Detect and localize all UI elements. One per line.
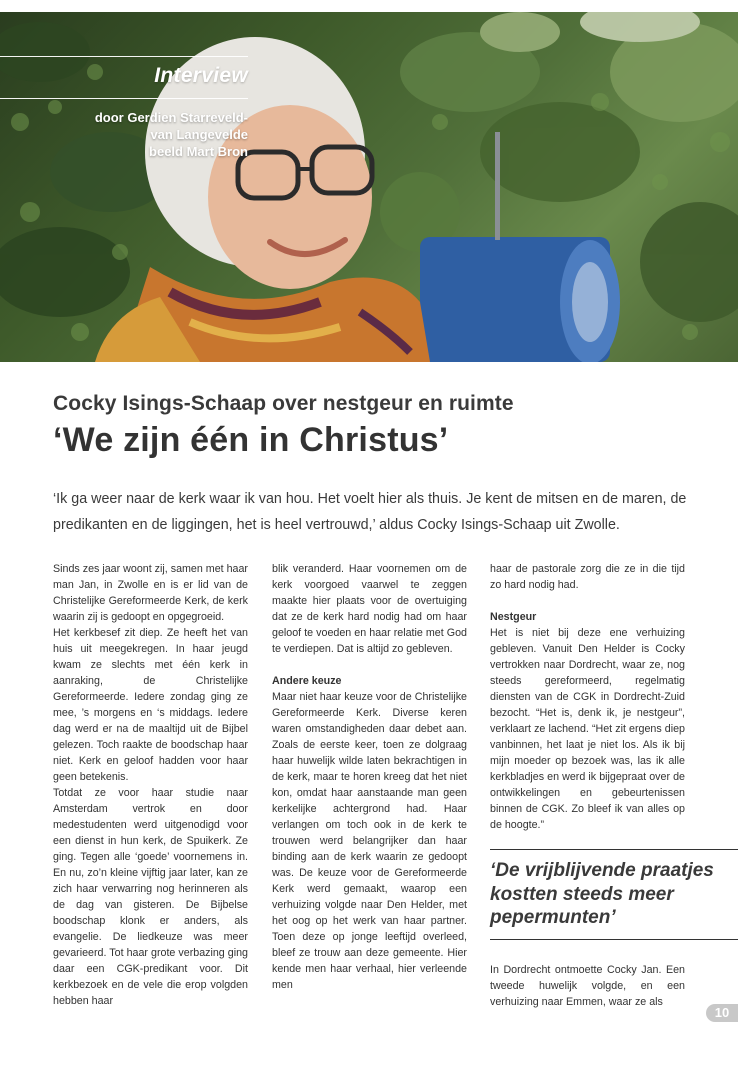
article-subtitle: Cocky Isings-Schaap over nestgeur en ruimte xyxy=(53,392,514,415)
paragraph-spacer xyxy=(490,593,685,609)
paragraph: Het is niet bij deze ene verhuizing gebleven. Vanuit Den Helder is Cocky vertrokken naar Dordrecht, waar ze, nog steeds gereformeerd, regelmatig diensten van de CGK in Dordrecht-Zuid bezocht. “Het is, denk ik, je nestgeur”, verklaart ze lachend. “Het zit ergens diep vanbinnen, het laat je niet los. Als ik bij mijn moeder op bezoek was, las ik alle kerkbladjes en werd ik bijgepraat over de ontwikkelingen en gebeurtenissen binnen de CGK. Zo bleef ik van alles op de hoogte.” xyxy=(490,627,685,831)
article-title: ‘We zijn één in Christus’ xyxy=(53,421,449,459)
paragraph: Het kerkbesef zit diep. Ze heeft het van huis uit meegekregen. In haar jeugd kwam ze slechts met één kerk in aanraking, de Christelijke Gereformeerde. Iedere zondag ging ze mee, ’s morgens en ‘s middags. Iedere dag werd er na de maaltijd uit de Bijbel gelezen. Toch raakte de boodschap haar niet. Kerk en geloof hadden voor haar geen betekenis. xyxy=(53,627,248,783)
byline-author-line-1: door Gerdien Starreveld- xyxy=(94,110,248,125)
column-3-continued xyxy=(490,962,685,1010)
byline-photo-credit: beeld Mart Bron xyxy=(149,144,248,159)
column-1 xyxy=(53,561,248,1009)
byline-author-line-2: van Langevelde xyxy=(150,127,248,142)
paragraph: haar de pastorale zorg die ze in die tijd zo hard nodig had. xyxy=(490,563,685,591)
byline xyxy=(95,109,248,160)
pull-quote xyxy=(490,849,738,940)
paragraph: Totdat ze voor haar studie naar Amsterdam vertrok en door medestudenten werd uitgenodigd voor een dienst in hun kerk, de Spuikerk. Ze ging. Tegen alle ‘goede’ voornemens in. En nu, zo’n kleine vijftig jaar later, kan ze zich haar verwarring nog herinneren als de dag van gisteren. De Bijbelse boodschap klonk er anders, als evangelie. De liedkeuze was meer gevarieerd. Tot haar grote verbazing ging daar een CGK-predikant voor. Dit kerkbezoek en de vele die erop volgden hebben haar xyxy=(53,787,248,1007)
header-rule-bottom xyxy=(0,98,248,99)
section-heading-nestgeur: Nestgeur xyxy=(490,611,537,623)
column-3 xyxy=(490,561,685,833)
article-intro: ‘Ik ga weer naar de kerk waar ik van hou. Het voelt hier als thuis. Je kent de mitsen en de maren, de predikanten en de liggingen, het is heel vertrouwd,’ aldus Cocky Isings-Schaap uit Zwolle. xyxy=(53,491,687,533)
paragraph: Sinds zes jaar woont zij, samen met haar man Jan, in Zwolle en is er lid van de Christelijke Gereformeerde Kerk, de kerk waarin zij is gedoopt en opgegroeid. xyxy=(53,563,248,623)
column-2 xyxy=(272,561,467,993)
paragraph: In Dordrecht ontmoette Cocky Jan. Een tweede huwelijk volgde, en een verhuizing naar Emmen, waar ze als xyxy=(490,964,685,1008)
paragraph-spacer xyxy=(272,657,467,673)
header-rule-top xyxy=(0,56,248,57)
paragraph: Maar niet haar keuze voor de Christelijke Gereformeerde Kerk. Diverse keren waren omstandigheden daar debet aan. Zoals de eerste keer, toen ze dolgraag haar huwelijk wilde laten bekrachtigen in de kerk, maar te horen kreeg dat het niet kon, omdat haar aanstaande man geen kerkelijke achtergrond had. Haar verlangen om toch ook in de kerk te trouwen werd belangrijker dan haar binding aan de kerk waarin ze gedoopt was. De keuze voor de Gereformeerde Kerk werd gemaakt, waarop een verhuizing volgde naar Den Helder, met het oog op het werk van haar partner. Toen deze op jonge leeftijd overleed, bleef ze trouw aan deze gemeente. Hier kende men haar verhaal, hier verleende men xyxy=(272,691,467,991)
section-heading-andere-keuze: Andere keuze xyxy=(272,675,342,687)
hero-photo xyxy=(0,12,738,362)
hero-overlay xyxy=(0,12,738,362)
paragraph: blik veranderd. Haar voornemen om de kerk voorgoed vaarwel te zeggen maakte hier plaats voor de overtuiging dat ze de kerk hard nodig had om haar geloof te voeden en haar relatie met God te verdiepen. Dat is altijd zo gebleven. xyxy=(272,563,467,655)
page-number: 10 xyxy=(706,1004,738,1022)
pull-quote-text: ‘De vrijblijvende praatjes kostten steeds meer pepermunten’ xyxy=(490,860,714,928)
section-label: Interview xyxy=(154,64,248,87)
